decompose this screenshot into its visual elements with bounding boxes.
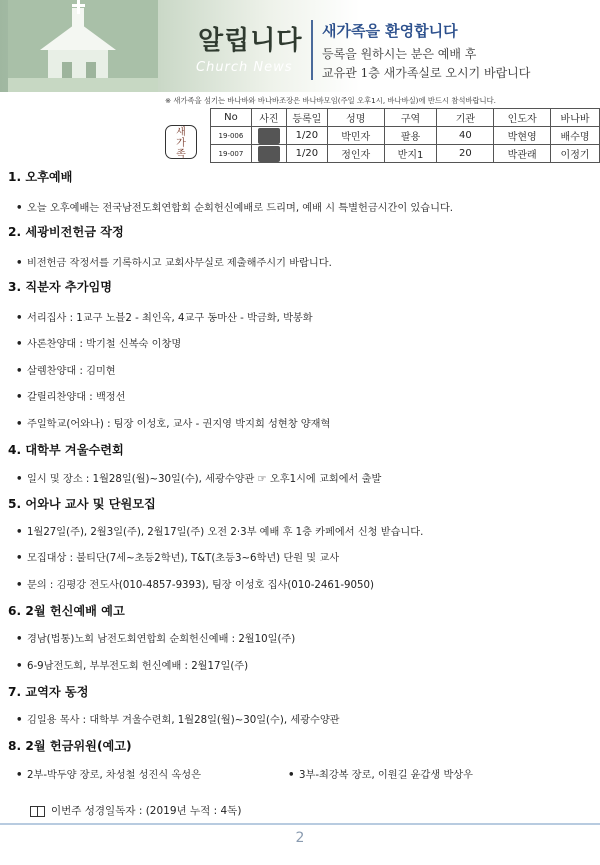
column-header: 사진 (251, 109, 286, 127)
cell-date: 1/20 (286, 145, 327, 163)
list-item (16, 254, 332, 269)
bullet: • (16, 527, 23, 538)
barnabas-notice: ※ 새가족을 섬기는 바나바와 바나바조장은 바나바모임(주일 오후1시, 바나바실)에 반드시 참석바랍니다. (165, 96, 496, 105)
welcome-heading: 새가족을 환영합니다 (322, 22, 458, 40)
section-title: 3. 직분자 추가임명 (8, 280, 113, 294)
section-title: 5. 어와나 교사 및 단원모집 (8, 497, 156, 511)
page-number: 2 (295, 830, 305, 846)
list-item (16, 766, 201, 781)
item-text: 문의 : 김평강 전도사(010-4857-9393), 팀장 이성호 집사(010-2461-9050) (27, 580, 374, 591)
bullet: • (16, 258, 23, 269)
list-item (16, 362, 116, 377)
column-header: 바나바 (551, 109, 600, 127)
item-text: 모집대상 : 불티단(7세~초등2학년), T&T(초등3~6학년) 단원 및 교사 (27, 553, 340, 564)
bullet: • (16, 474, 23, 485)
list-item (16, 415, 330, 430)
section-title: 4. 대학부 겨울수련회 (8, 443, 124, 457)
table-row (211, 127, 600, 145)
item-text: 갈릴리찬양대 : 백정선 (27, 392, 126, 403)
table-row (211, 145, 600, 163)
bullet: • (16, 203, 23, 214)
cell-district: 팔용 (384, 127, 437, 145)
list-item (288, 766, 473, 781)
item-text: 오늘 오후예배는 전국남전도회연합회 순회헌신예배로 드리며, 예배 시 특별헌금시간이 있습니다. (27, 203, 454, 214)
label-char: 새 (176, 127, 186, 138)
list-item (16, 523, 423, 538)
header-divider (311, 20, 313, 80)
cell-org: 20 (437, 145, 494, 163)
member-photo (258, 146, 280, 162)
item-text: 비전헌금 작정서를 기록하시고 교회사무실로 제출해주시기 바랍니다. (27, 258, 332, 269)
column-header: 성명 (327, 109, 384, 127)
section-title: 1. 오후예배 (8, 170, 73, 184)
list-item (16, 335, 181, 350)
list-item (16, 199, 453, 214)
bullet: • (16, 634, 23, 645)
new-family-label (165, 125, 197, 159)
bullet: • (16, 419, 23, 430)
cell-org: 40 (437, 127, 494, 145)
page-title: 알립니다 (198, 26, 303, 56)
list-item (16, 657, 248, 672)
item-text: 주일학교(어와나) : 팀장 이성호, 교사 - 권지영 박지희 성현창 양재혁 (27, 419, 331, 430)
bullet: • (16, 392, 23, 403)
item-text: 살렘찬양대 : 김미현 (27, 366, 116, 377)
bullet: • (16, 715, 23, 726)
bullet: • (16, 661, 23, 672)
welcome-line-2: 교유관 1층 새가족실로 오시기 바랍니다 (322, 66, 531, 80)
page-subtitle: Church News (196, 60, 293, 75)
cell-photo (251, 145, 286, 163)
list-item (16, 630, 295, 645)
cell-guide: 박현영 (494, 127, 551, 145)
cell-guide: 박관래 (494, 145, 551, 163)
label-char: 가 (176, 138, 186, 149)
item-text: 3부-최강복 장로, 이원길 윤갑생 박상우 (299, 770, 473, 781)
bullet: • (16, 580, 23, 591)
section-title: 6. 2월 헌신예배 예고 (8, 604, 125, 618)
section-title: 7. 교역자 동정 (8, 685, 89, 699)
item-text: 6-9남전도회, 부부전도회 헌신예배 : 2월17일(주) (27, 661, 249, 672)
bullet: • (16, 366, 23, 377)
column-header: No (211, 109, 252, 127)
cell-barnabas: 배수명 (551, 127, 600, 145)
cell-name: 정인자 (327, 145, 384, 163)
item-text: 일시 및 장소 : 1월28일(월)~30일(수), 세광수양관 ☞ 오후1시에 교회에서 출발 (27, 474, 382, 485)
church-illustration (8, 0, 158, 92)
section-title: 8. 2월 헌금위원(예고) (8, 739, 132, 753)
item-text: 김일용 목사 : 대학부 겨울수련회, 1월28일(월)~30일(수), 세광수양관 (27, 715, 340, 726)
section-title: 2. 세광비전헌금 작정 (8, 225, 124, 239)
page-header (0, 0, 600, 92)
table-header-row (211, 109, 600, 127)
list-item (16, 470, 381, 485)
item-text: 1월27일(주), 2월3일(주), 2월17일(주) 오전 2·3부 예배 후 1층 카페에서 신청 받습니다. (27, 527, 424, 538)
label-char: 족 (176, 149, 186, 160)
footer-rule (0, 823, 600, 825)
list-item (16, 388, 125, 403)
item-text: 서리집사 : 1교구 노블2 - 최인옥, 4교구 동마산 - 박금화, 박봉화 (27, 313, 313, 324)
new-family-table (210, 108, 600, 163)
item-text: 2부-박두양 장로, 차성철 성진식 옥성은 (27, 770, 201, 781)
bullet: • (288, 770, 295, 781)
book-icon (30, 806, 45, 817)
list-item (16, 711, 340, 726)
cell-date: 1/20 (286, 127, 327, 145)
welcome-line-1: 등록을 원하시는 분은 예배 후 (322, 47, 477, 61)
cell-name: 박민자 (327, 127, 384, 145)
member-photo (258, 128, 280, 144)
cell-no: 19-006 (211, 127, 252, 145)
reader-text: 이번주 성경일독자 : (2019년 누적 : 4독) (51, 805, 242, 817)
list-item (16, 309, 313, 324)
item-text: 사론찬양대 : 박기철 신복숙 이창명 (27, 339, 182, 350)
cell-district: 반지1 (384, 145, 437, 163)
bible-reader-line (30, 803, 241, 818)
bullet: • (16, 313, 23, 324)
bullet: • (16, 553, 23, 564)
bullet: • (16, 770, 23, 781)
column-header: 등록일 (286, 109, 327, 127)
cell-no: 19-007 (211, 145, 252, 163)
column-header: 기관 (437, 109, 494, 127)
list-item (16, 549, 339, 564)
bullet: • (16, 339, 23, 350)
column-header: 구역 (384, 109, 437, 127)
cell-photo (251, 127, 286, 145)
list-item (16, 576, 374, 591)
item-text: 경남(법통)노회 남전도회연합회 순회헌신예배 : 2월10일(주) (27, 634, 296, 645)
cell-barnabas: 이정기 (551, 145, 600, 163)
column-header: 인도자 (494, 109, 551, 127)
